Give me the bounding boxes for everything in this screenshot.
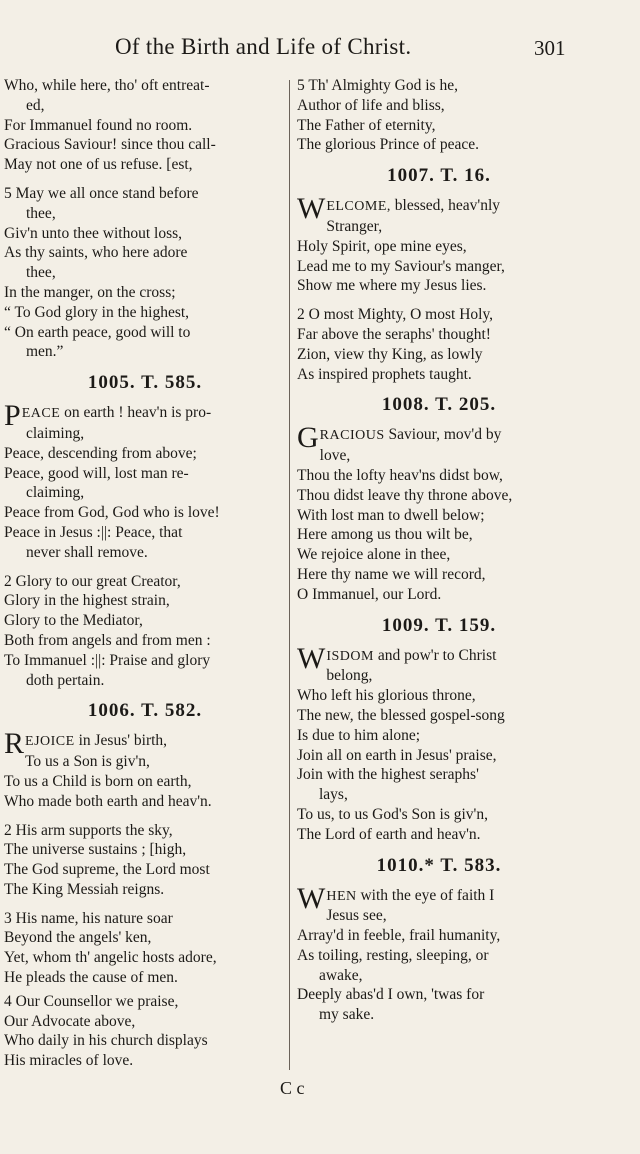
verse-line: Zion, view thy King, as lowly	[297, 345, 483, 363]
verse-line: We rejoice alone in thee,	[297, 546, 451, 564]
verse-line-first	[297, 881, 581, 915]
drop-cap: W	[297, 641, 326, 675]
verse-line: lays,	[319, 786, 348, 804]
running-header	[0, 34, 640, 64]
verse-line: As thy saints, who here adore	[4, 244, 188, 262]
first-line-rest: with the eye of faith I	[356, 886, 495, 904]
verse-line: Giv'n unto thee without loss,	[4, 224, 183, 242]
drop-cap: W	[297, 881, 326, 915]
first-line-rest: and pow'r to Christ	[373, 646, 497, 664]
verse-line: Peace in Jesus :||: Peace, that	[4, 523, 183, 541]
hymn-1005	[4, 399, 286, 690]
verse-line: Peace from God, God who is love!	[4, 504, 220, 522]
verse-line: To us a Son is giv'n,	[25, 753, 150, 771]
verse-line: Who left his glorious throne,	[297, 687, 476, 705]
page-number: 301	[534, 36, 566, 60]
drop-cap: P	[4, 399, 21, 433]
hymn-1007	[297, 192, 581, 384]
verse-line: Beyond the angels' ken,	[4, 929, 152, 947]
verse-line: Gracious Saviour! since thou call-	[4, 136, 216, 154]
verse-line: belong,	[326, 667, 373, 685]
hymn-1008	[297, 421, 581, 604]
verse-line: men.”	[26, 343, 64, 361]
verse-line: May not one of us refuse. [est,	[4, 156, 193, 174]
verse-line: 5 May we all once stand before	[4, 184, 199, 202]
verse-line: Peace, descending from above;	[4, 444, 197, 462]
verse-line: never shall remove.	[26, 543, 148, 561]
verse-line: To us a Child is born on earth,	[4, 772, 192, 790]
verse-line: With lost man to dwell below;	[297, 506, 485, 524]
verse-line-first	[4, 727, 286, 761]
verse-line: In the manger, on the cross;	[4, 283, 176, 301]
small-caps: ELCOME,	[326, 199, 391, 215]
drop-cap: G	[297, 421, 319, 455]
verse-line: The Lord of earth and heav'n.	[297, 825, 481, 843]
verse-line: Holy Spirit, ope mine eyes,	[297, 237, 467, 255]
hymn-heading-1008: 1008. T. 205.	[381, 394, 497, 416]
verse-line: Here thy name we will record,	[297, 565, 486, 583]
verse-line: 2 His arm supports the sky,	[4, 821, 173, 839]
verse-line: doth pertain.	[26, 671, 105, 689]
verse-line: The Father of eternity,	[297, 116, 436, 134]
verse-line: ed,	[26, 96, 45, 114]
small-caps: EJOICE	[25, 734, 75, 750]
verse-line: As toiling, resting, sleeping, or	[297, 946, 489, 964]
drop-cap: R	[4, 727, 25, 761]
verse-line: O Immanuel, our Lord.	[297, 585, 442, 603]
hymn-1006	[4, 727, 286, 1071]
verse-line: Glory to the Mediator,	[4, 612, 143, 630]
verse-line: “ To God glory in the highest,	[4, 303, 190, 321]
verse-line: love,	[319, 447, 351, 465]
verse-line: Join with the highest seraphs'	[297, 766, 479, 784]
continued-stanza	[4, 76, 286, 175]
small-caps: ISDOM	[326, 648, 374, 664]
verse-line: Is due to him alone;	[297, 726, 421, 744]
verse-line: The God supreme, the Lord most	[4, 861, 210, 879]
hymn-1009	[297, 641, 581, 845]
verse-line: Lead me to my Saviour's manger,	[297, 257, 505, 275]
hymn-heading-1006: 1006. T. 582.	[87, 700, 203, 722]
verse-line: As inspired prophets taught.	[297, 365, 472, 383]
running-title: Of the Birth and Life of Christ.	[115, 34, 412, 59]
verse-line: Far above the seraphs' thought!	[297, 325, 491, 343]
verse-line: 2 O most Mighty, O most Holy,	[297, 306, 494, 324]
verse-line: Peace, good will, lost man re-	[4, 464, 189, 482]
verse-line: He pleads the cause of men.	[4, 969, 178, 987]
verse-line: 4 Our Counsellor we praise,	[4, 992, 179, 1010]
verse-line: “ On earth peace, good will to	[4, 323, 191, 341]
first-line-rest: in Jesus' birth,	[74, 732, 168, 750]
right-column	[297, 76, 581, 1025]
hymn-heading-1007: 1007. T. 16.	[387, 165, 491, 187]
verse-line: Author of life and bliss,	[297, 96, 445, 114]
verse-line: His miracles of love.	[4, 1052, 134, 1070]
stanza	[4, 184, 286, 362]
verse-line: thee,	[26, 264, 56, 282]
verse-line: 5 Th' Almighty God is he,	[297, 77, 458, 94]
hymn-heading-1010: 1010.* T. 583.	[376, 854, 502, 876]
verse-line: 2 Glory to our great Creator,	[4, 572, 181, 590]
first-line-rest: Saviour, mov'd by	[384, 426, 502, 444]
verse-line: claiming,	[26, 484, 85, 502]
verse-line: Show me where my Jesus lies.	[297, 277, 487, 295]
verse-line-first	[297, 641, 581, 675]
verse-line: Who, while here, tho' oft entreat-	[4, 77, 210, 94]
first-line-rest: on earth ! heav'n is pro-	[60, 404, 212, 422]
verse-line: The new, the blessed gospel-song	[297, 706, 505, 724]
verse-line: awake,	[319, 966, 363, 984]
verse-line: To us, to us God's Son is giv'n,	[297, 805, 488, 823]
verse-line: claiming,	[26, 424, 85, 442]
verse-line: Yet, whom th' angelic hosts adore,	[4, 949, 217, 967]
verse-line: Jesus see,	[326, 907, 387, 925]
verse-line: Thou the lofty heav'ns didst bow,	[297, 466, 503, 484]
verse-line: Glory in the highest strain,	[4, 592, 170, 610]
verse-line: Who made both earth and heav'n.	[4, 792, 212, 810]
verse-line: Who daily in his church displays	[4, 1032, 208, 1050]
small-caps: RACIOUS	[319, 428, 385, 444]
verse-line: The King Messiah reigns.	[4, 880, 165, 898]
verse-line: The glorious Prince of peace.	[297, 136, 480, 154]
stanza	[297, 76, 581, 155]
column-divider	[289, 80, 290, 1070]
small-caps: HEN	[326, 888, 357, 904]
verse-line: The universe sustains ; [high,	[4, 841, 187, 859]
verse-line-first	[297, 421, 581, 455]
verse-line: Both from angels and from men :	[4, 631, 211, 649]
signature-mark: C c	[280, 1078, 305, 1098]
verse-line: Join all on earth in Jesus' praise,	[297, 746, 497, 764]
verse-line: Array'd in feeble, frail humanity,	[297, 927, 501, 945]
verse-line: For Immanuel found no room.	[4, 116, 193, 134]
verse-line: 3 His name, his nature soar	[4, 909, 173, 927]
verse-line: Deeply abas'd I own, 'twas for	[297, 986, 485, 1004]
hymn-heading-1009: 1009. T. 159.	[381, 614, 497, 636]
first-line-rest: blessed, heav'nly	[390, 197, 501, 215]
left-column	[4, 76, 286, 1071]
hymn-heading-1005: 1005. T. 585.	[87, 372, 203, 394]
verse-line: To Immanuel :||: Praise and glory	[4, 651, 211, 669]
verse-line: my sake.	[319, 1006, 375, 1024]
verse-line: Stranger,	[326, 217, 383, 235]
verse-line: Here among us thou wilt be,	[297, 526, 473, 544]
drop-cap: W	[297, 192, 326, 226]
hymn-1010	[297, 881, 581, 1026]
verse-line: thee,	[26, 204, 56, 222]
small-caps: EACE	[21, 406, 61, 422]
verse-line: Thou didst leave thy throne above,	[297, 486, 513, 504]
verse-line: Our Advocate above,	[4, 1012, 136, 1030]
